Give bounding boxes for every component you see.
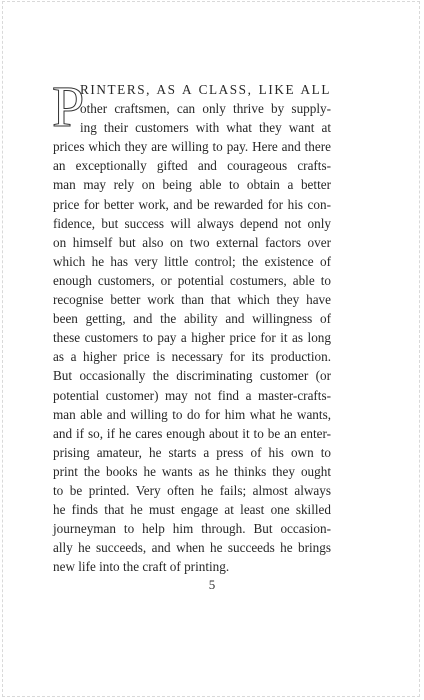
text-line: price for better work, and be rewarded for his con- <box>53 196 331 212</box>
text-line: man able and willing to do for him what he wants, <box>53 406 331 422</box>
text-line: been getting, and the ability and willingness of <box>53 311 331 327</box>
drop-cap: P <box>52 74 85 139</box>
text-line: these customers to pay a higher price for it as long <box>53 330 331 346</box>
page-number: 5 <box>208 577 216 592</box>
text-line: man may rely on being able to obtain a better <box>53 177 331 193</box>
text-line: prising amateur, he starts a press of his own to <box>53 444 331 460</box>
text-line: which he has very little control; the existence of <box>53 253 331 269</box>
text-line: enough customers, or potential costumers, able to <box>53 272 331 288</box>
text-line: But occasionally the discriminating customer (or <box>53 368 331 384</box>
body-text <box>52 74 331 576</box>
text-line: and if so, if he cares enough about it to be an enter- <box>53 425 331 441</box>
text-line: he finds that he must engage at least one skilled <box>53 502 331 518</box>
text-line: fidence, but success will always depend not only <box>53 215 331 231</box>
text-line: RINTERS, AS A CLASS, LIKE ALL <box>80 82 331 97</box>
text-line: other craftsmen, can only thrive by supply- <box>80 101 331 117</box>
text-line: on himself but also on two external factors over <box>53 234 331 250</box>
text-line: as a higher price is necessary for its production. <box>53 349 331 365</box>
text-line: to be printed. Very often he fails; almost always <box>53 482 331 498</box>
text-line: prices which they are willing to pay. Here and there <box>53 139 331 155</box>
text-line: ing their customers with what they want at <box>80 120 331 136</box>
text-line: new life into the craft of printing. <box>53 559 230 575</box>
text-line: potential customer) may not find a master-crafts- <box>53 387 331 403</box>
text-line: an exceptionally gifted and courageous crafts- <box>53 158 331 174</box>
text-line: print the books he wants as he thinks they ought <box>53 463 331 479</box>
text-line: recognise better work than that which they have <box>53 292 331 308</box>
text-line: journeyman to help him through. But occasion- <box>53 521 331 537</box>
text-line: ally he succeeds, and when he succeeds he brings <box>53 540 331 556</box>
